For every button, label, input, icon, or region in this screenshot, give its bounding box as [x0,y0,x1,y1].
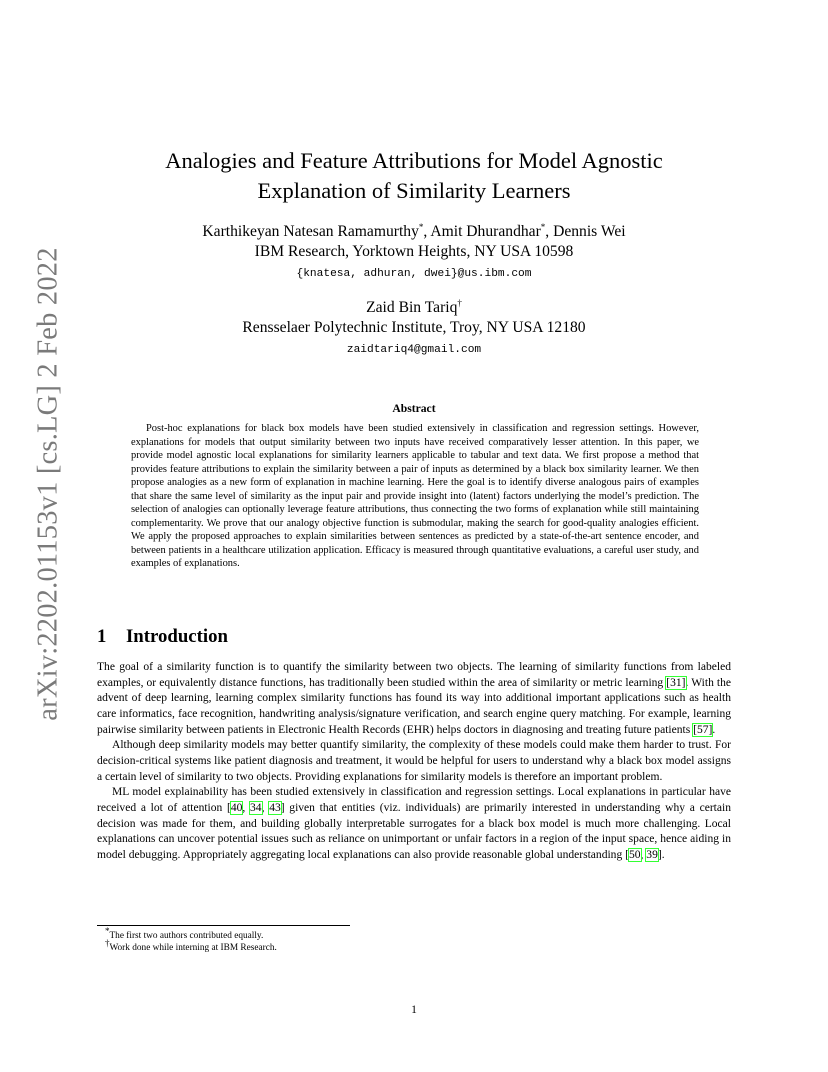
footnote-2 [97,938,277,954]
author-name: Zaid Bin Tariq [366,299,458,316]
citation-link[interactable]: 50 [628,848,641,861]
citation-link[interactable]: [57] [693,723,713,736]
citation-link[interactable]: 39 [646,848,658,861]
author-email[interactable]: {knatesa, adhuran, dwei}@us.ibm.com [296,268,532,280]
paragraph: Although deep similarity models may better quantify similarity, the complexity of these models could make them harder to trust. For decision-critical systems like patient diagnosis and treatment, it would be helpful for users to understand why a black box model assigns a certain level of similarity to two objects. Providing explanations for similarity models is therefore an important problem. [97,739,731,783]
footnote-text: The first two authors contributed equally. [109,931,264,941]
author-block-ibm [0,222,828,283]
intern-mark: † [457,297,462,308]
citation-link[interactable]: 34 [250,801,262,814]
author-names [0,298,828,318]
citation-link[interactable]: [31] [666,676,686,689]
author-name: Amit Dhurandhar [430,223,541,240]
section-title: Introduction [126,626,228,647]
arxiv-identifier-text: arXiv:2202.01153v1 [cs.LG] 2 Feb 2022 [33,247,64,721]
title-line-1: Analogies and Feature Attributions for Model Agnostic [165,148,663,173]
paragraph-text: The goal of a similarity function is to quantify the similarity between two objects. The learning of similarity functions from labeled examples, or equivalently distance functions, has traditionally been studied within the area of similarity or metric learning [97,661,731,689]
equal-contribution-mark: * [418,221,424,232]
equal-contribution-mark: * [540,221,546,232]
title-line-2: Explanation of Similarity Learners [257,178,571,203]
paragraph-text: ML model explainability has been studied extensively in classification and regression settings. Local explanations in particular have received a lot of attention [ [97,786,731,814]
author-email[interactable]: zaidtariq4@gmail.com [346,344,482,356]
citation-link[interactable]: 40 [230,801,243,814]
affiliation: Rensselaer Polytechnic Institute, Troy, NY USA 12180 [242,319,586,336]
paragraph-text: ]. [657,848,665,861]
affiliation: IBM Research, Yorktown Heights, NY USA 10598 [254,243,574,260]
section-heading [97,626,228,648]
paper-title [0,146,828,206]
footnote-mark: * [105,925,110,936]
paragraph [97,785,731,863]
footnote-text: Work done while interning at IBM Research. [109,943,277,954]
author-block-rpi [0,298,828,359]
footnote-divider [97,925,350,926]
page-number: 1 [411,1003,417,1016]
abstract-body: Post-hoc explanations for black box models have been studied extensively in classification and regression settings. However, explanations for models that output similarity between two inputs have received comparatively lesser attention. In this paper, we provide model agnostic local explanations for similarity learners applicable to tabular and text data. We first propose a method that provides feature attributions to explain the similarity between a pair of inputs as determined by a black box similarity learner. We then propose analogies as a new form of explanation in machine learning. Here the goal is to identify diverse analogous pairs of examples that share the same level of similarity as the input pair and provide insight into (latent) factors underlying the model’s prediction. The selection of analogies can optionally leverage feature attributions, thus connecting the two forms of explanation while still maintaining complementarity. We prove that our analogy objective function is submodular, making the search for good-quality analogies efficient. We apply the proposed approaches to explain similarities between sentences as predicted by a state-of-the-art sentence encoder, and between patients in a healthcare utilization application. Efficacy is measured through quantitative evaluations, a careful user study, and examples of explanations. [131,423,699,570]
abstract-heading: Abstract [392,402,436,415]
author-name: Dennis Wei [553,223,626,240]
section-number: 1 [97,626,107,647]
paragraph-text: . With the advent of deep learning, learning complex similarity functions has found its way into additional important applications such as health care informatics, face recognition, handwriting analysis/signature verification, and search engine query matching. For example, learning pairwise similarity between patients in Electronic Health Records (EHR) helps doctors in diagnosing and treating future patients [97,676,731,736]
author-names: Karthikeyan Natesan Ramamurthy*, Amit Dhurandhar*, Dennis Wei [202,221,626,240]
footnote-1 [97,925,277,942]
footnote-mark: † [105,938,110,949]
author-name: Karthikeyan Natesan Ramamurthy [202,223,419,240]
citation-link[interactable]: 43 [269,801,281,814]
paragraph-text: , [261,801,270,814]
paragraph [97,660,731,738]
introduction-body [97,660,731,864]
paragraph-text: , [242,801,251,814]
paragraph-text: , [640,848,647,861]
paragraph-text: ] given that entities (viz. individuals) are primarily interested in understanding why a certain decision was made for them, and building globally interpretable surrogates for a black box model is much more challenging. Local explanations can uncover potential issues such as reliance on unimportant or unfair factors in a region of the input space, hence aiding in model debugging. Appropriately aggregating local explanations can also provide reasonable global understanding [ [97,801,731,861]
footnotes [97,925,277,955]
paragraph-text: . [712,723,716,736]
